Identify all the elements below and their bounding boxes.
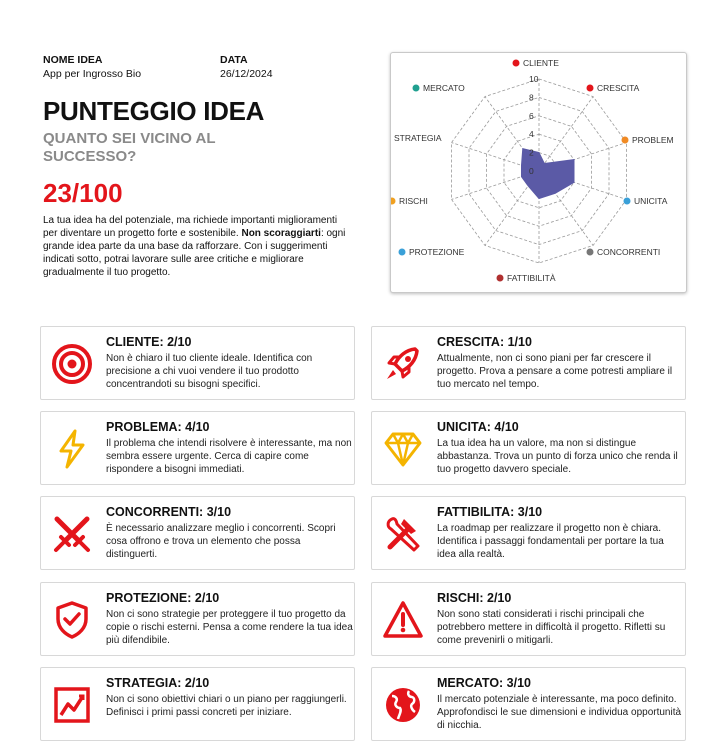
card-title: PROBLEMA: 4/10 xyxy=(106,420,210,434)
bolt-icon xyxy=(622,137,629,144)
diamond-icon xyxy=(624,198,631,205)
card-text: La tua idea ha un valore, ma non si distingue abbastanza. Trova un punto di forza unico che renda il tuo progetto davvero speciale. xyxy=(437,438,678,475)
globe-icon xyxy=(382,684,424,726)
swords-icon xyxy=(587,249,594,256)
date-block xyxy=(220,53,273,81)
radar-axis-label: RISCHI xyxy=(399,196,428,206)
idea-name-value: App per Ingrosso Bio xyxy=(43,68,142,80)
radar-axis-line xyxy=(539,97,593,171)
target-icon xyxy=(51,343,93,385)
card-title: PROTEZIONE: 2/10 xyxy=(106,591,220,605)
card-text: Non ci sono obiettivi chiari o un piano per raggiungerli. Definisci i primi passi concreti per iniziare. xyxy=(106,694,347,718)
diamond-icon xyxy=(382,428,424,470)
rocket-icon xyxy=(382,343,424,385)
idea-name-label: NOME IDEA xyxy=(43,54,103,66)
bolt-icon xyxy=(51,428,93,470)
page-subtitle: QUANTO SEI VICINO AL SUCCESSO? xyxy=(43,130,216,165)
radar-tick-label: 0 xyxy=(529,166,534,176)
idea-name-block xyxy=(43,53,141,81)
page-title: PUNTEGGIO IDEA xyxy=(43,96,265,126)
card-text: Attualmente, non ci sono piani per far crescere il progetto. Prova a pensare a come potresti ampliare il tuo mercato nel tempo. xyxy=(437,353,673,390)
card-title: UNICITA: 4/10 xyxy=(437,420,519,434)
radar-axis-label: CRESCITA xyxy=(597,83,640,93)
card-title: RISCHI: 2/10 xyxy=(437,591,512,605)
radar-tick-label: 4 xyxy=(529,129,534,140)
card-text: Non è chiaro il tuo cliente ideale. Identifica con precisione a chi vuoi vendere il tuo prodotto concentrandoti su bisogni specifici. xyxy=(106,353,313,390)
radar-axis-label: FATTIBILITÀ xyxy=(507,273,556,283)
score-card-shield xyxy=(40,582,355,656)
radar-tick-label: 10 xyxy=(529,74,539,84)
card-title: CLIENTE: 2/10 xyxy=(106,335,192,349)
score-card-diamond xyxy=(371,411,686,485)
chart-icon xyxy=(51,684,93,726)
radar-axis-label: STRATEGIA xyxy=(394,133,442,143)
radar-tick-label: 8 xyxy=(529,92,534,103)
card-text: La roadmap per realizzare il progetto non è chiara. Identifica i passaggi fondamentali per portare la tua idea alla realtà. xyxy=(437,523,664,560)
radar-axis-label: UNICITA xyxy=(634,196,668,206)
shield-icon xyxy=(51,599,93,641)
radar-chart xyxy=(390,52,687,293)
card-title: FATTIBILITA: 3/10 xyxy=(437,505,543,519)
score-card-target xyxy=(40,326,355,400)
score-card-bolt xyxy=(40,411,355,485)
radar-axis-label: PROTEZIONE xyxy=(409,247,465,257)
radar-tick-label: 2 xyxy=(529,147,534,158)
score-card-globe xyxy=(371,667,686,741)
radar-tick-label: 6 xyxy=(529,110,534,121)
card-text: È necessario analizzare meglio i concorrenti. Scopri cosa offrono e trova un elemento che possa distinguerti. xyxy=(106,523,336,560)
desc-part-2: : ogni grande idea parte da una base da rafforzare. Con i suggerimenti indicati sotto, potrai lavorare sulle aree critiche e migliorare gradualmente il tuo progetto. xyxy=(43,228,346,278)
radar-chart-svg xyxy=(391,53,687,293)
date-label: DATA xyxy=(220,54,248,66)
score-description xyxy=(43,214,348,279)
card-text: Non ci sono strategie per proteggere il tuo progetto da copie o rischi esterni. Pensa a come rendere la tua idea più difendibile. xyxy=(106,609,353,646)
total-score: 23/100 xyxy=(43,178,123,208)
tools-icon xyxy=(497,275,504,282)
card-title: CONCORRENTI: 3/10 xyxy=(106,505,232,519)
swords-icon xyxy=(51,513,93,555)
warning-icon xyxy=(382,599,424,641)
card-title: MERCATO: 3/10 xyxy=(437,676,532,690)
score-card-chart xyxy=(40,667,355,741)
card-title: CRESCITA: 1/10 xyxy=(437,335,532,349)
card-text: Il problema che intendi risolvere è interessante, ma non sembra essere urgente. Cerca di capire come rispondere a bisogni immediati. xyxy=(106,438,352,475)
card-title: STRATEGIA: 2/10 xyxy=(106,676,210,690)
date-value: 26/12/2024 xyxy=(220,68,273,80)
globe-icon xyxy=(413,85,420,92)
warning-icon xyxy=(391,198,396,205)
radar-axis-label: CONCORRENTI xyxy=(597,247,661,257)
rocket-icon xyxy=(587,85,594,92)
desc-part-1: La tua idea ha del potenziale, ma richiede importanti miglioramenti per diventare un progetto forte e sostenibile. xyxy=(43,215,338,239)
card-text: Non sono stati considerati i rischi principali che potrebbero mettere in difficoltà il progetto. Rifletti su come prevenirli o mitigarli. xyxy=(437,609,666,646)
shield-icon xyxy=(399,249,406,256)
score-card-warning xyxy=(371,582,686,656)
radar-axis-label: CLIENTE xyxy=(523,58,559,68)
desc-bold: Non scoraggiarti xyxy=(241,228,321,239)
score-card-swords xyxy=(40,496,355,570)
card-text: Il mercato potenziale è interessante, ma poco definito. Approfondisci le sue dimensioni e individua opportunità di nicchia. xyxy=(437,694,682,731)
radar-axis-label: MERCATO xyxy=(423,83,465,93)
radar-axis-label: PROBLEM xyxy=(632,135,674,145)
score-card-rocket xyxy=(371,326,686,400)
tools-icon xyxy=(382,513,424,555)
target-icon xyxy=(513,60,520,67)
score-card-tools xyxy=(371,496,686,570)
